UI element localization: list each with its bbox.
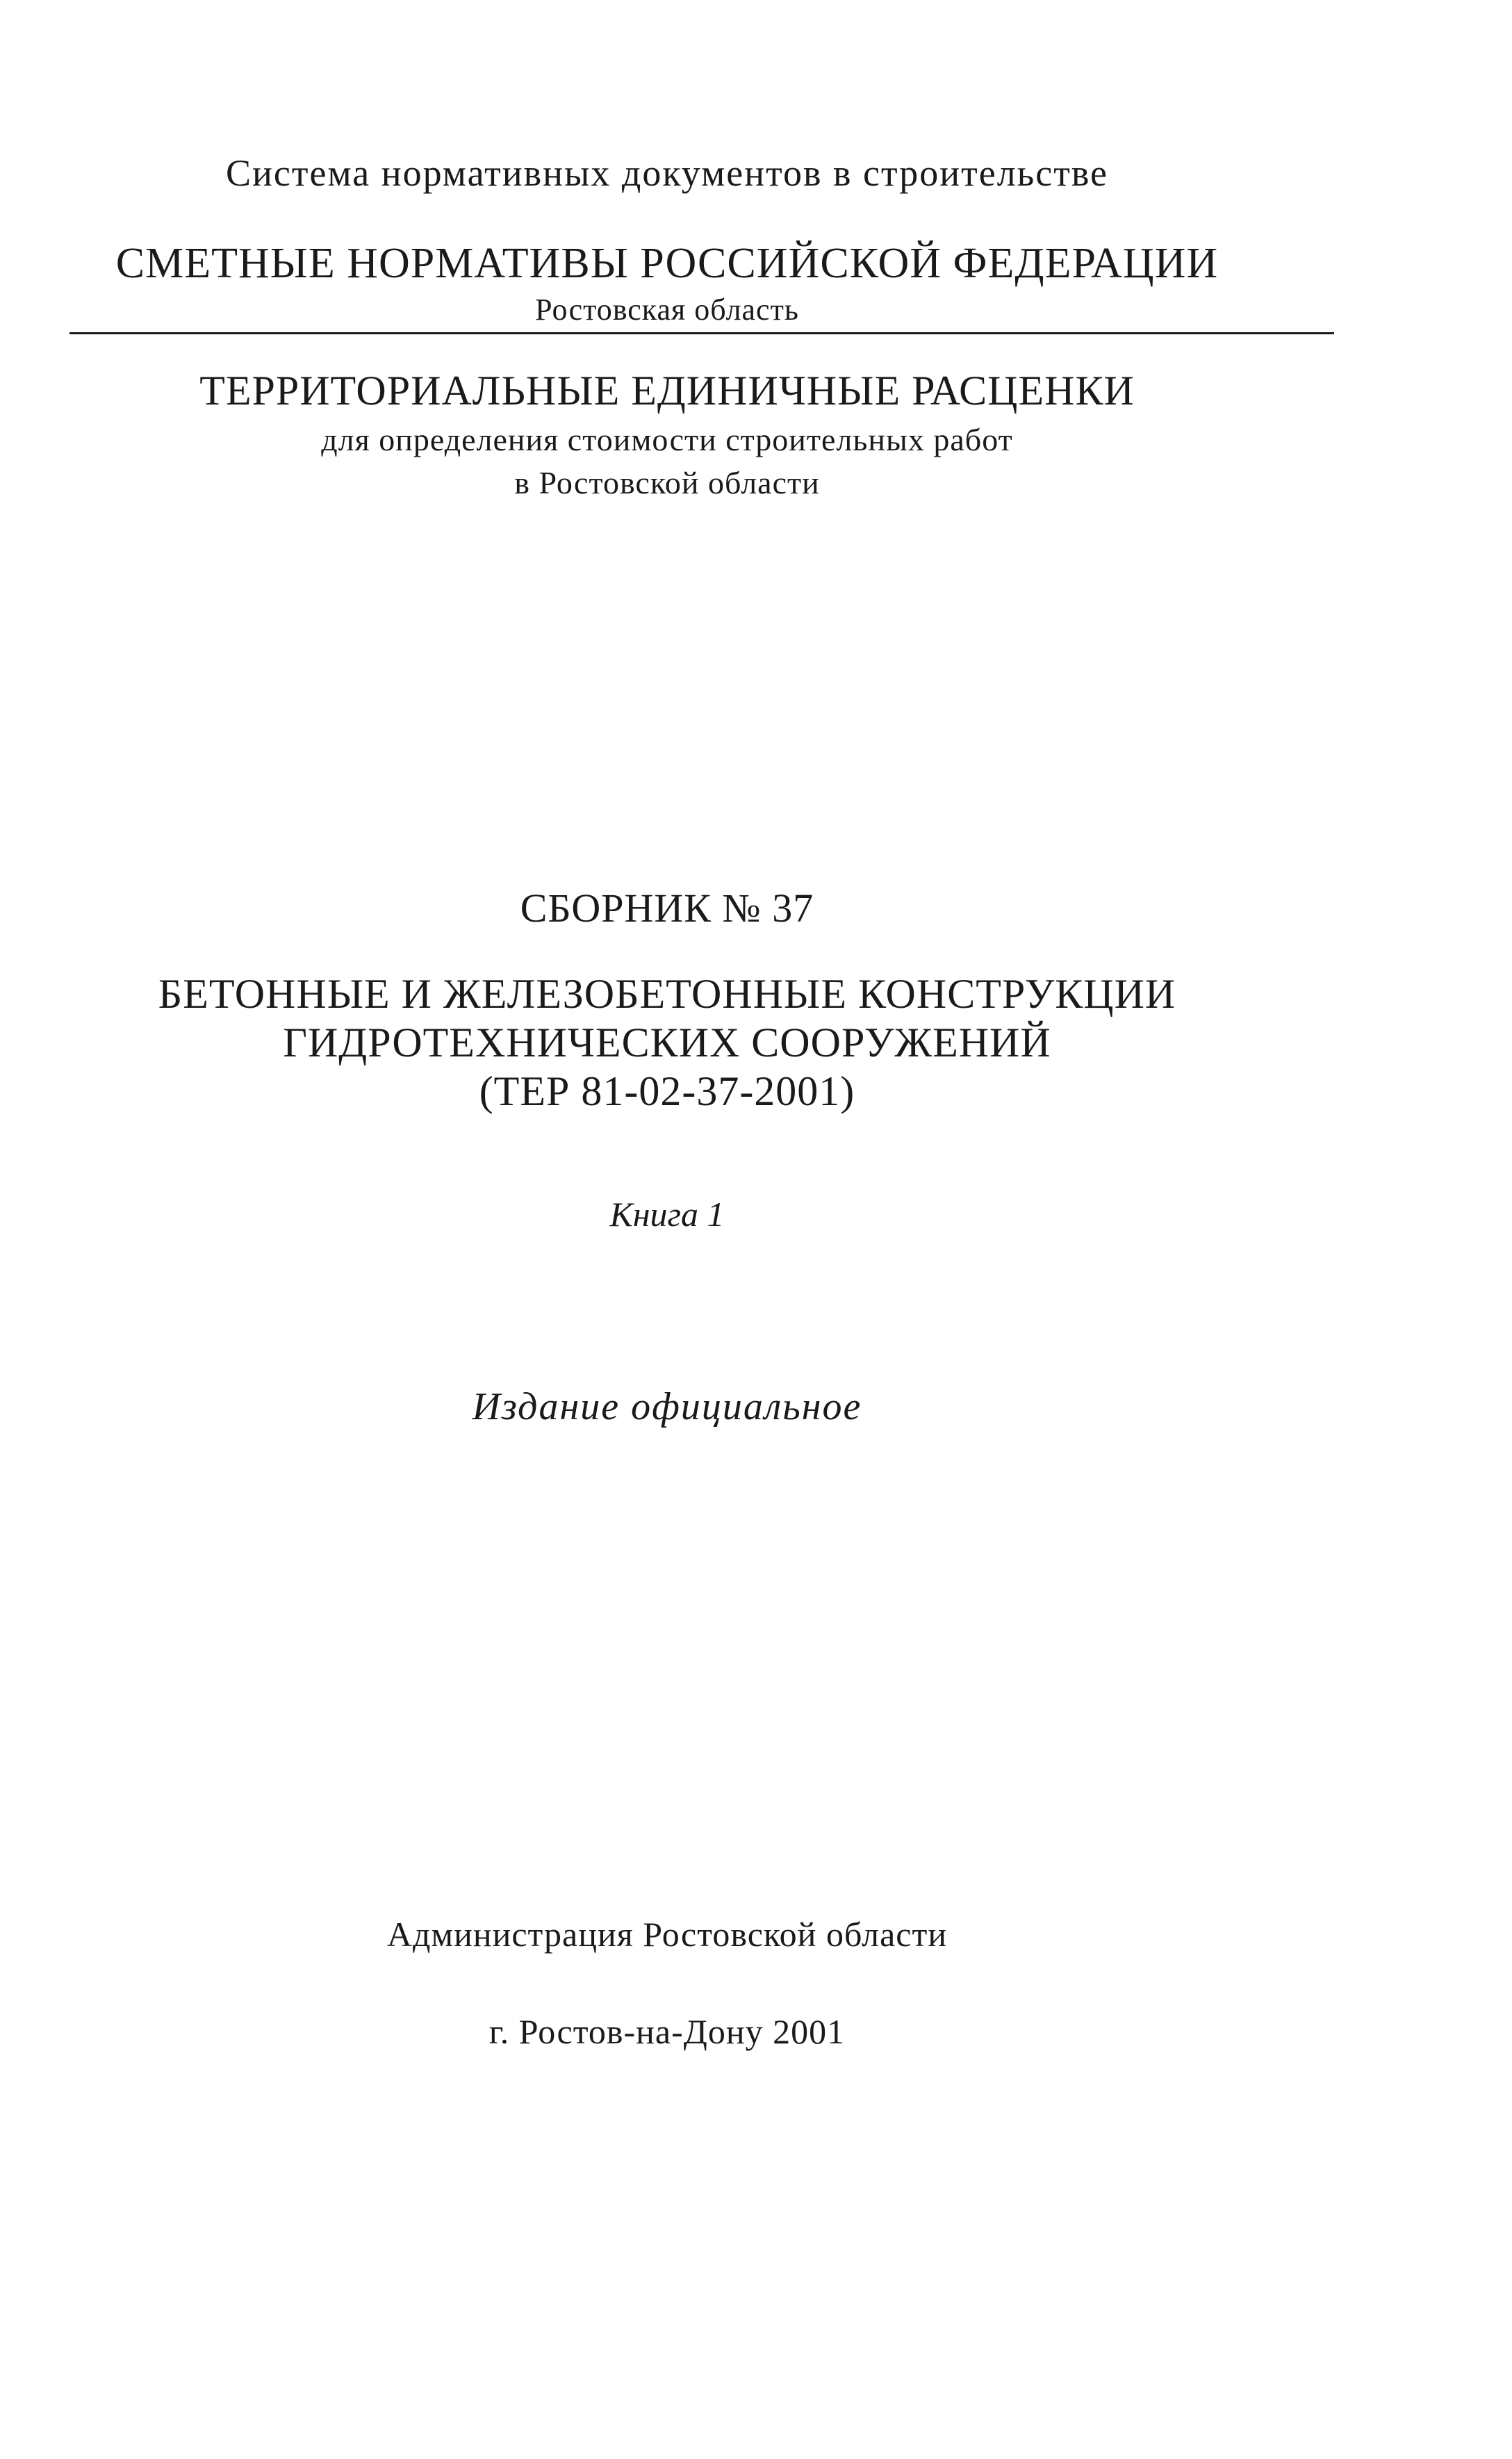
system-line: Система нормативных документов в строительстве xyxy=(226,152,1108,194)
collection-title-line2: ГИДРОТЕХНИЧЕСКИХ СООРУЖЕНИЙ xyxy=(283,1020,1051,1065)
rates-subtitle-line2: в Ростовской области xyxy=(514,465,820,500)
collection-number: СБОРНИК № 37 xyxy=(520,885,814,931)
place-year-label: г. Ростов-на-Дону 2001 xyxy=(488,2012,846,2051)
norms-title: СМЕТНЫЕ НОРМАТИВЫ РОССИЙСКОЙ ФЕДЕРАЦИИ xyxy=(115,240,1219,287)
region-label: Ростовская область xyxy=(535,293,799,327)
header-divider xyxy=(69,332,1334,334)
rates-title: ТЕРРИТОРИАЛЬНЫЕ ЕДИНИЧНЫЕ РАСЦЕНКИ xyxy=(199,368,1135,414)
book-label: Книга 1 xyxy=(609,1195,725,1234)
rates-subtitle-line1: для определения стоимости строительных работ xyxy=(321,422,1013,457)
collection-code: (ТЕР 81-02-37-2001) xyxy=(479,1068,855,1114)
edition-label: Издание официальное xyxy=(472,1385,862,1428)
collection-title-line1: БЕТОННЫЕ И ЖЕЛЕЗОБЕТОННЫЕ КОНСТРУКЦИИ xyxy=(158,971,1176,1017)
publisher-label: Администрация Ростовской области xyxy=(386,1915,948,1954)
